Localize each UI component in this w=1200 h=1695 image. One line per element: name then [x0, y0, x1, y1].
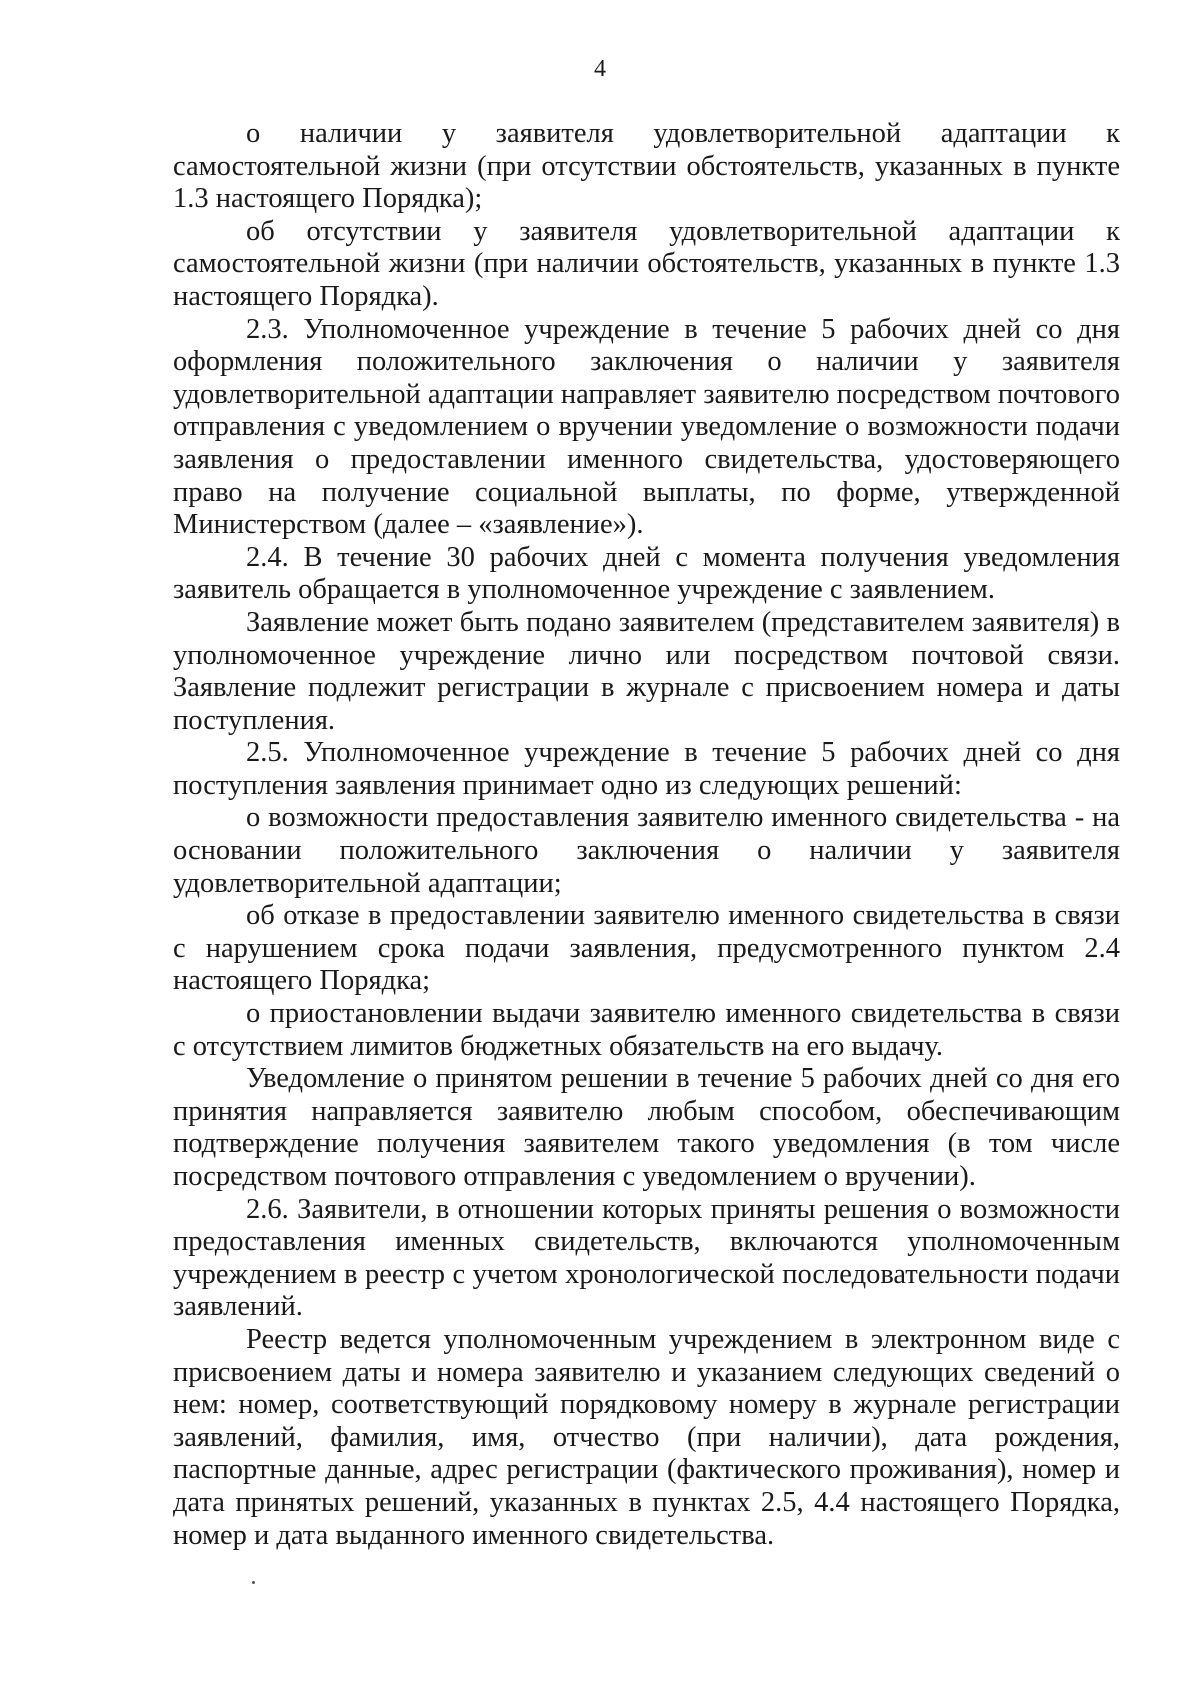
paragraph-application-submission: Заявление может быть подано заявителем (представителем заявителя) в уполномоченное учреждение лично или посредством почтовой связи. Заявление подлежит регистрации в журнале с присвоением номера и даты поступления.	[173, 606, 1120, 736]
paragraph-2-3: 2.3. Уполномоченное учреждение в течение 5 рабочих дней со дня оформления положительного заключения о наличии у заявителя удовлетворительной адаптации направляет заявителю посредством почтового отправления с уведомлением о вручении уведомление о возможности подачи заявления о предоставлении именного свидетельства, удостоверяющего право на получение социальной выплаты, по форме, утвержденной Министерством (далее – «заявление»).	[173, 313, 1120, 541]
paragraph-2-5: 2.5. Уполномоченное учреждение в течение 5 рабочих дней со дня поступления заявления принимает одно из следующих решений:	[173, 737, 1120, 801]
paragraph-adaptation-negative: об отсутствии у заявителя удовлетворительной адаптации к самостоятельной жизни (при наличии обстоятельств, указанных в пункте 1.3 настоящего Порядка).	[173, 215, 1120, 312]
paragraph-2-4: 2.4. В течение 30 рабочих дней с момента получения уведомления заявитель обращается в уполномоченное учреждение с заявлением.	[173, 541, 1120, 606]
document-body	[173, 118, 1120, 1552]
paragraph-adaptation-positive: о наличии у заявителя удовлетворительной адаптации к самостоятельной жизни (при отсутствии обстоятельств, указанных в пункте 1.3 настоящего Порядка);	[173, 118, 1120, 215]
paragraph-decision-refusal: об отказе в предоставлении заявителю именного свидетельства в связи с нарушением срока подачи заявления, предусмотренного пунктом 2.4 настоящего Порядка;	[173, 900, 1120, 997]
paragraph-decision-suspension: о приостановлении выдачи заявителю именного свидетельства в связи с отсутствием лимитов бюджетных обязательств на его выдачу.	[173, 998, 1120, 1062]
paragraph-registry: Реестр ведется уполномоченным учреждением в электронном виде с присвоением даты и номера заявителю и указанием следующих сведений о нем: номер, соответствующий порядковому номеру в журнале регистрации заявлений, фамилия, имя, отчество (при наличии), дата рождения, паспортные данные, адрес регистрации (фактического проживания), номер и дата принятых решений, указанных в пунктах 2.5, 4.4 настоящего Порядка, номер и дата выданного именного свидетельства.	[173, 1323, 1120, 1551]
scan-speck	[252, 1581, 255, 1584]
paragraph-decision-notification: Уведомление о принятом решении в течение 5 рабочих дней со дня его принятия направляется заявителю любым способом, обеспечивающим подтверждение получения заявителем такого уведомления (в том числе посредством почтового отправления с уведомлением о вручении).	[173, 1063, 1120, 1192]
paragraph-decision-possibility: о возможности предоставления заявителю именного свидетельства - на основании положительного заключения о наличии у заявителя удовлетворительной адаптации;	[173, 802, 1120, 899]
paragraph-2-6: 2.6. Заявители, в отношении которых приняты решения о возможности предоставления именных свидетельств, включаются уполномоченным учреждением в реестр с учетом хронологической последовательности подачи заявлений.	[173, 1193, 1120, 1323]
page-number: 4	[594, 56, 606, 82]
